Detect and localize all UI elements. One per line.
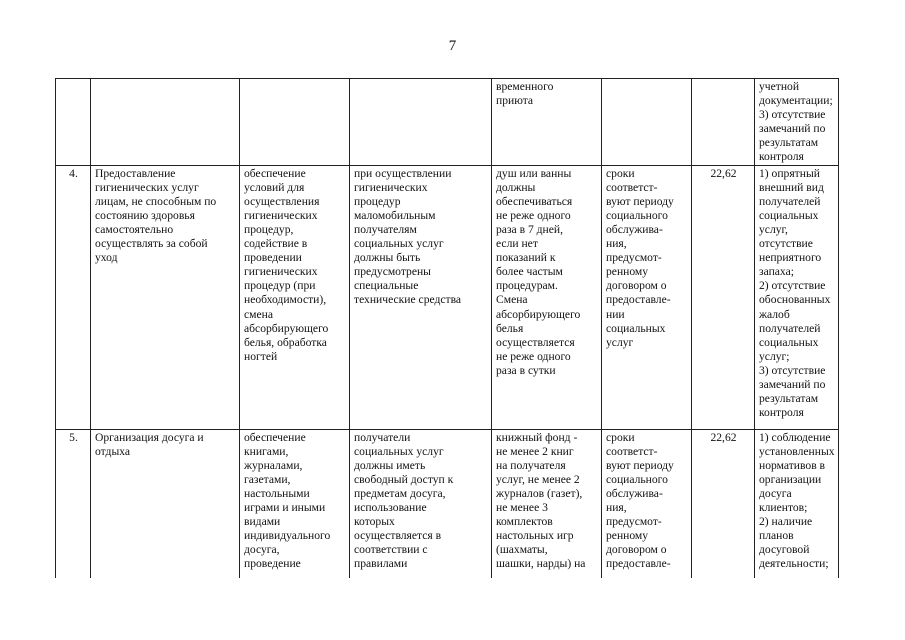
table-row	[56, 165, 839, 429]
cell-price: 22,62	[692, 429, 755, 578]
cell-price	[692, 79, 755, 166]
cell-number	[56, 79, 91, 166]
cell-service-volume: душ или ванны должны обеспечиваться не реже одного раза в 7 дней, если нет показаний к более частым процедурам. Смена абсорбирующего белья осуществляется не реже одного раза в сутки	[492, 165, 602, 429]
cell-service-conditions: при осуществлении гигиенических процедур маломобильным получателям социальных услуг должны быть предусмотрены специальные технические средства	[350, 165, 492, 429]
cell-quality-indicators: 1) соблюдение установленных нормативов в организации досуга клиентов; 2) наличие планов досуговой деятельности;	[755, 429, 839, 578]
cell-service-name	[91, 79, 240, 166]
cell-service-conditions	[350, 79, 492, 166]
table-row	[56, 79, 839, 166]
cell-service-name: Организация досуга и отдыха	[91, 429, 240, 578]
cell-price: 22,62	[692, 165, 755, 429]
cell-service-volume: книжный фонд - не менее 2 книг на получателя услуг, не менее 2 журналов (газет), не менее 3 комплектов настольных игр (шахматы, шашки, нарды) на	[492, 429, 602, 578]
cell-service-terms: сроки соответст- вуют периоду социального обслужива- ния, предусмот- ренному договором о предоставле- нии социальных услуг	[602, 165, 692, 429]
cell-service-conditions: получатели социальных услуг должны иметь свободный доступ к предметам досуга, использование которых осуществляется в соответствии с правилами	[350, 429, 492, 578]
cell-service-volume: временного приюта	[492, 79, 602, 166]
cell-service-content: обеспечение книгами, журналами, газетами, настольными играми и иными видами индивидуального досуга, проведение	[240, 429, 350, 578]
cell-service-content	[240, 79, 350, 166]
cell-service-content: обеспечение условий для осуществления гигиенических процедур, содействие в проведении гигиенических процедур (при необходимости), смена абсорбирующего белья, обработка ногтей	[240, 165, 350, 429]
page-number: 7	[448, 38, 457, 54]
cell-quality-indicators: 1) опрятный внешний вид получателей социальных услуг, отсутствие неприятного запаха; 2) отсутствие обоснованных жалоб получателей социальных услуг; 3) отсутствие замечаний по результатам контроля	[755, 165, 839, 429]
cell-number: 5.	[56, 429, 91, 578]
cell-service-name: Предоставление гигиенических услуг лицам, не способным по состоянию здоровья самостоятельно осуществлять за собой уход	[91, 165, 240, 429]
cell-service-terms	[602, 79, 692, 166]
services-table	[55, 78, 839, 578]
table-row	[56, 429, 839, 578]
cell-service-terms: сроки соответст- вуют периоду социального обслужива- ния, предусмот- ренному договором о предоставле-	[602, 429, 692, 578]
cell-number: 4.	[56, 165, 91, 429]
cell-quality-indicators: учетной документации; 3) отсутствие замечаний по результатам контроля	[755, 79, 839, 166]
